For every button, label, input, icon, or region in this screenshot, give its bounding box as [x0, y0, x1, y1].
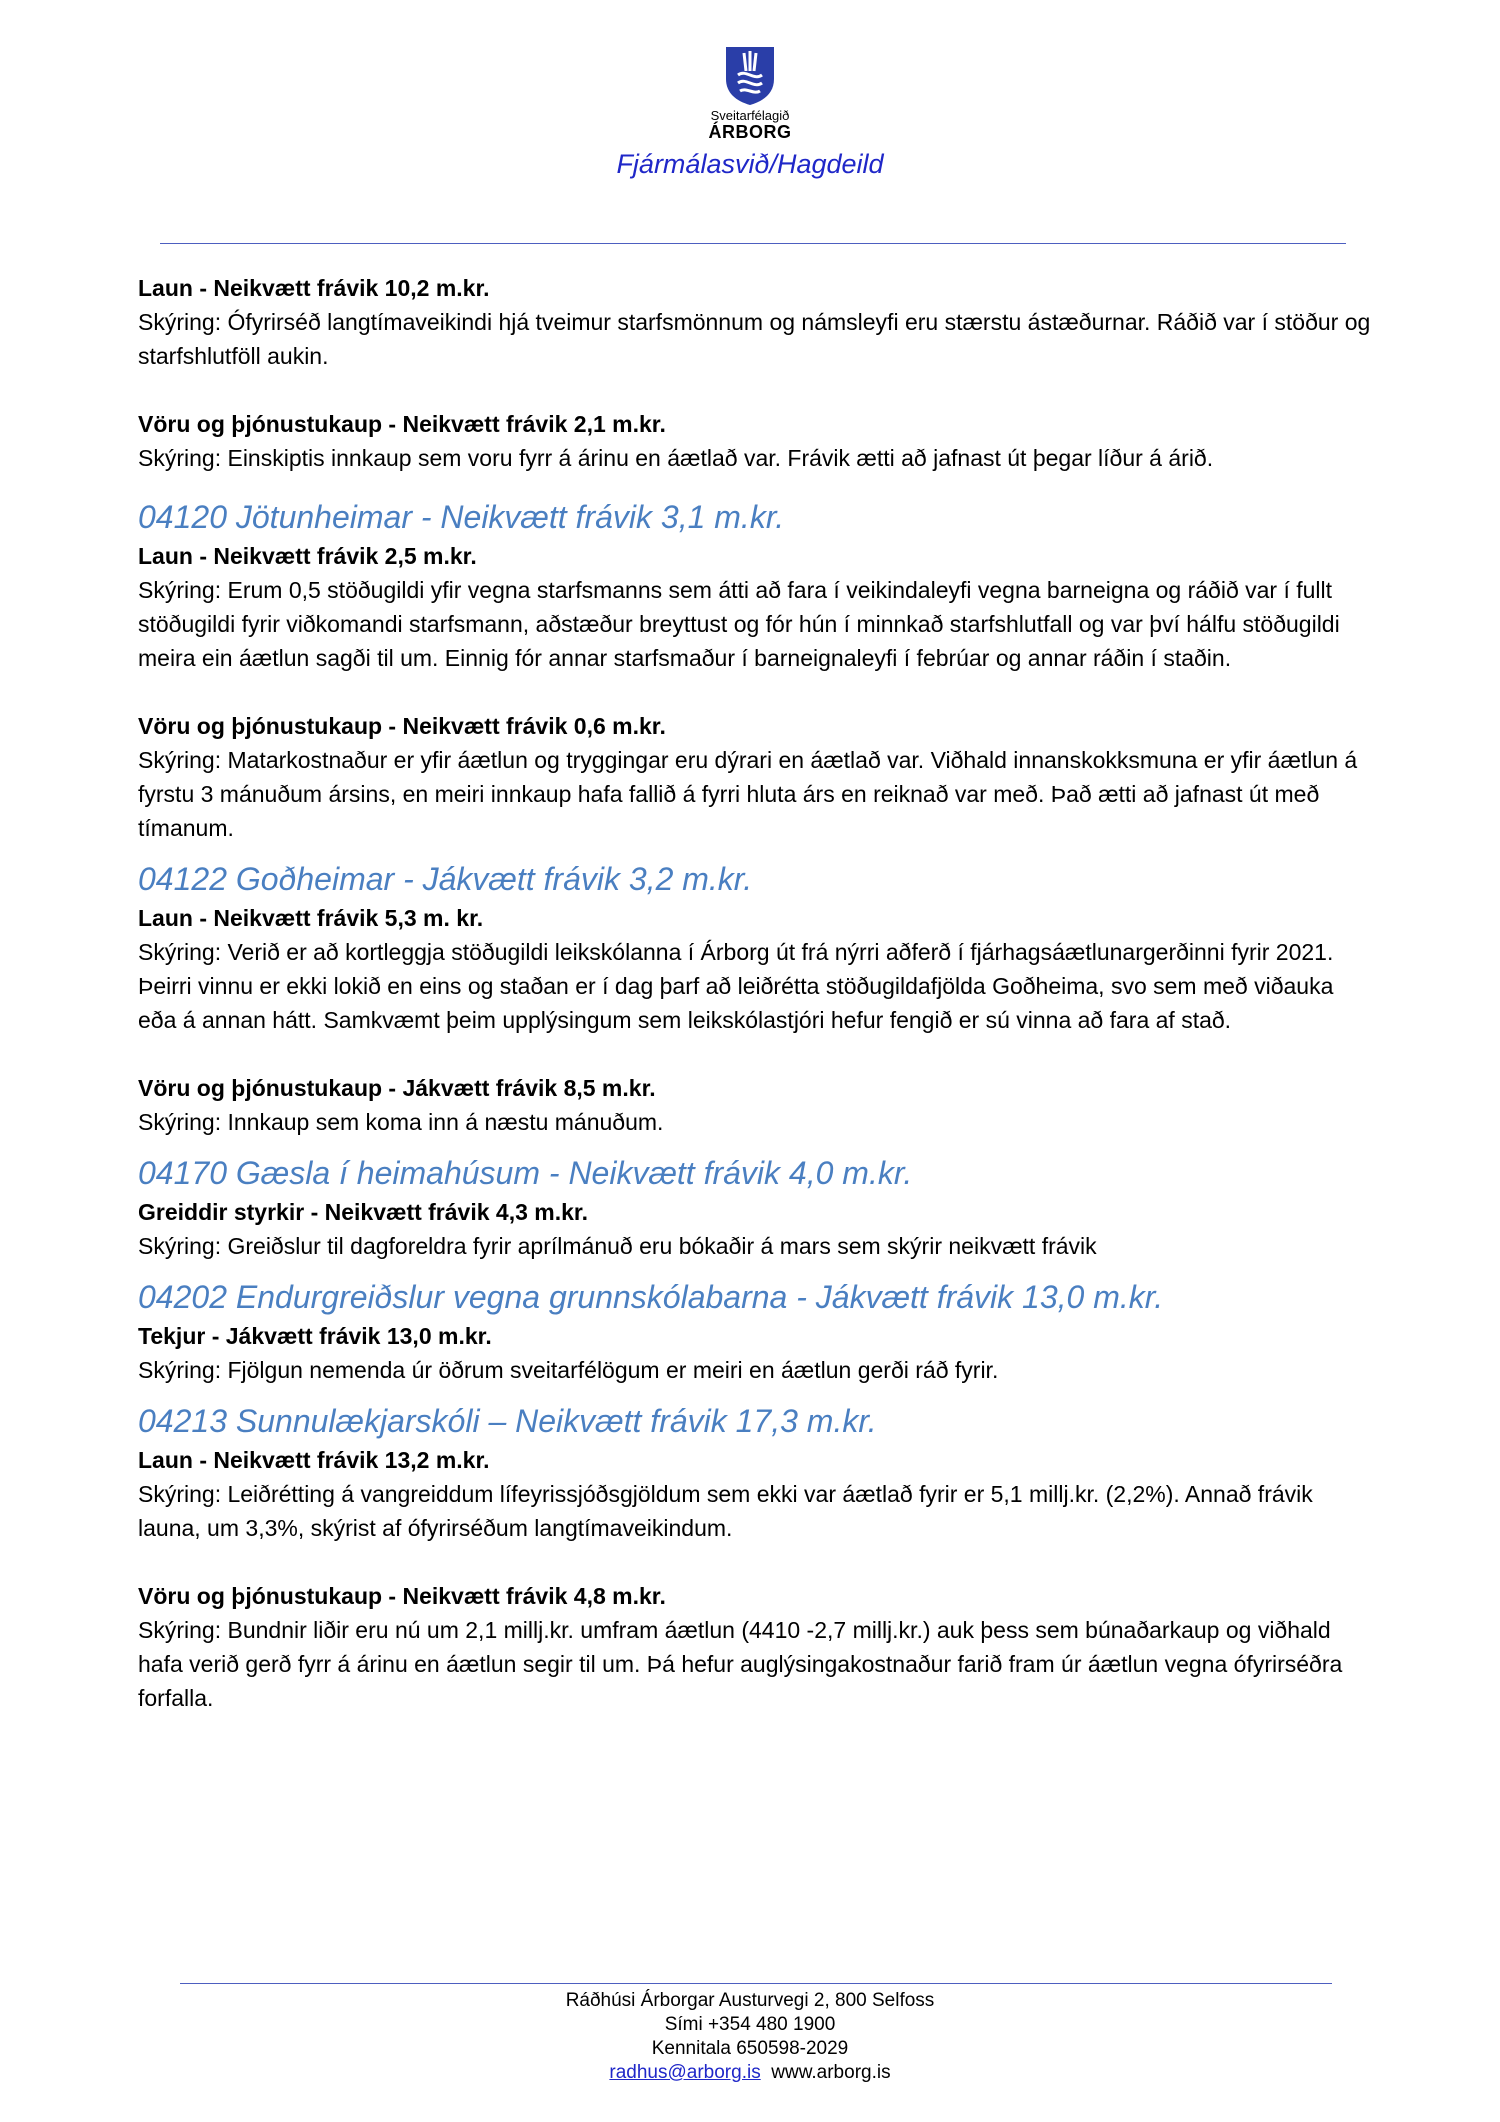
email-link[interactable]: radhus@arborg.is — [609, 2062, 761, 2083]
explanation-text: Skýring: Verið er að kortleggja stöðugildi leikskólanna í Árborg út frá nýrri aðferð í fjárhagsáætlunargerðinni fyrir 2021. Þeirri vinnu er ekki lokið en eins og staðan er í dag þarf að leiðrétta stöðugildafjölda Goðheima, svo sem með viðauka eða á annan hátt. Samkvæmt þeim upplýsingum sem leikskólastjóri hefur fengið er sú vinna að fara af stað. — [138, 939, 1334, 1033]
logo-text-line2: ÁRBORG — [708, 122, 792, 142]
section-heading: 04202 Endurgreiðslur vegna grunnskólabarna - Jákvætt frávik 13,0 m.kr. — [138, 1279, 1164, 1315]
subheading: Vöru og þjónustukaup - Neikvætt frávik 4,8 m.kr. — [138, 1583, 666, 1609]
explanation-text: Skýring: Greiðslur til dagforeldra fyrir aprílmánuð eru bókaðir á mars sem skýrir neikvætt frávik — [138, 1233, 1097, 1259]
department-title: Fjármálasvið/Hagdeild — [616, 149, 884, 179]
footer-address: Ráðhúsi Árborgar Austurvegi 2, 800 Selfoss — [565, 1990, 935, 2011]
document-body — [138, 271, 1373, 1715]
subheading: Vöru og þjónustukaup - Neikvætt frávik 2,1 m.kr. — [138, 411, 666, 437]
header-divider — [160, 243, 1346, 244]
explanation-text: Skýring: Matarkostnaður er yfir áætlun og tryggingar eru dýrari en áætlað var. Viðhald innanskokksmuna er yfir áætlun á fyrstu 3 mánuðum ársins, en meiri innkaup hafa fallið á fyrri hluta árs en reiknað var með. Það ætti að jafnast út með tímanum. — [138, 747, 1358, 841]
explanation-text: Skýring: Bundnir liðir eru nú um 2,1 millj.kr. umfram áætlun (4410 -2,7 millj.kr.) auk þess sem búnaðarkaup og viðhald hafa verið gerð fyrr á árinu en áætlun segir til um. Þá hefur auglýsingakostnaður farið fram úr áætlun vegna ófyrirséðra forfalla. — [138, 1617, 1343, 1711]
logo-text-line1: Sveitarfélagið — [710, 108, 790, 123]
subheading: Laun - Neikvætt frávik 13,2 m.kr. — [138, 1447, 490, 1473]
footer-divider — [180, 1983, 1332, 1984]
page-header — [0, 45, 1500, 180]
section-heading: 04122 Goðheimar - Jákvætt frávik 3,2 m.kr. — [138, 861, 753, 897]
explanation-text: Skýring: Erum 0,5 stöðugildi yfir vegna starfsmanns sem átti að fara í veikindaleyfi vegna barneigna og ráðið var í fullt stöðugildi fyrir viðkomandi starfsmann, aðstæður breyttust og fór hún í minnkað starfshlutfall og var því hálfu stöðugildi meira ein áætlun sagði til um. Einnig fór annar starfsmaður í barneignaleyfi í febrúar og annar ráðin í staðin. — [138, 577, 1340, 671]
website-text: www.arborg.is — [771, 2062, 891, 2083]
footer-kennitala: Kennitala 650598-2029 — [651, 2038, 849, 2059]
subheading: Vöru og þjónustukaup - Jákvætt frávik 8,5 m.kr. — [138, 1075, 656, 1101]
subheading: Laun - Neikvætt frávik 10,2 m.kr. — [138, 275, 490, 301]
subheading: Laun - Neikvætt frávik 5,3 m. kr. — [138, 905, 484, 931]
subheading: Vöru og þjónustukaup - Neikvætt frávik 0,6 m.kr. — [138, 713, 666, 739]
arborg-coat-of-arms-logo — [724, 45, 776, 107]
footer-contact-line — [0, 2061, 1500, 2085]
section-heading: 04120 Jötunheimar - Neikvætt frávik 3,1 m.kr. — [138, 499, 785, 535]
section-heading: 04213 Sunnulækjarskóli – Neikvætt frávik 17,3 m.kr. — [138, 1403, 877, 1439]
section-heading: 04170 Gæsla í heimahúsum - Neikvætt frávik 4,0 m.kr. — [138, 1155, 913, 1191]
explanation-text: Skýring: Ófyrirséð langtímaveikindi hjá tveimur starfsmönnum og námsleyfi eru stærstu ástæðurnar. Ráðið var í stöður og starfshlutföll aukin. — [138, 309, 1371, 369]
explanation-text: Skýring: Innkaup sem koma inn á næstu mánuðum. — [138, 1109, 664, 1135]
explanation-text: Skýring: Leiðrétting á vangreiddum lífeyrissjóðsgjöldum sem ekki var áætlað fyrir er 5,1 millj.kr. (2,2%). Annað frávik launa, um 3,3%, skýrist af ófyrirséðum langtímaveikindum. — [138, 1481, 1313, 1541]
footer-phone: Sími +354 480 1900 — [664, 2014, 836, 2035]
page-footer — [0, 1989, 1500, 2085]
subheading: Greiddir styrkir - Neikvætt frávik 4,3 m.kr. — [138, 1199, 588, 1225]
subheading: Tekjur - Jákvætt frávik 13,0 m.kr. — [138, 1323, 492, 1349]
explanation-text: Skýring: Einskiptis innkaup sem voru fyrr á árinu en áætlað var. Frávik ætti að jafnast út þegar líður á árið. — [138, 445, 1214, 471]
subheading: Laun - Neikvætt frávik 2,5 m.kr. — [138, 543, 477, 569]
explanation-text: Skýring: Fjölgun nemenda úr öðrum sveitarfélögum er meiri en áætlun gerði ráð fyrir. — [138, 1357, 999, 1383]
